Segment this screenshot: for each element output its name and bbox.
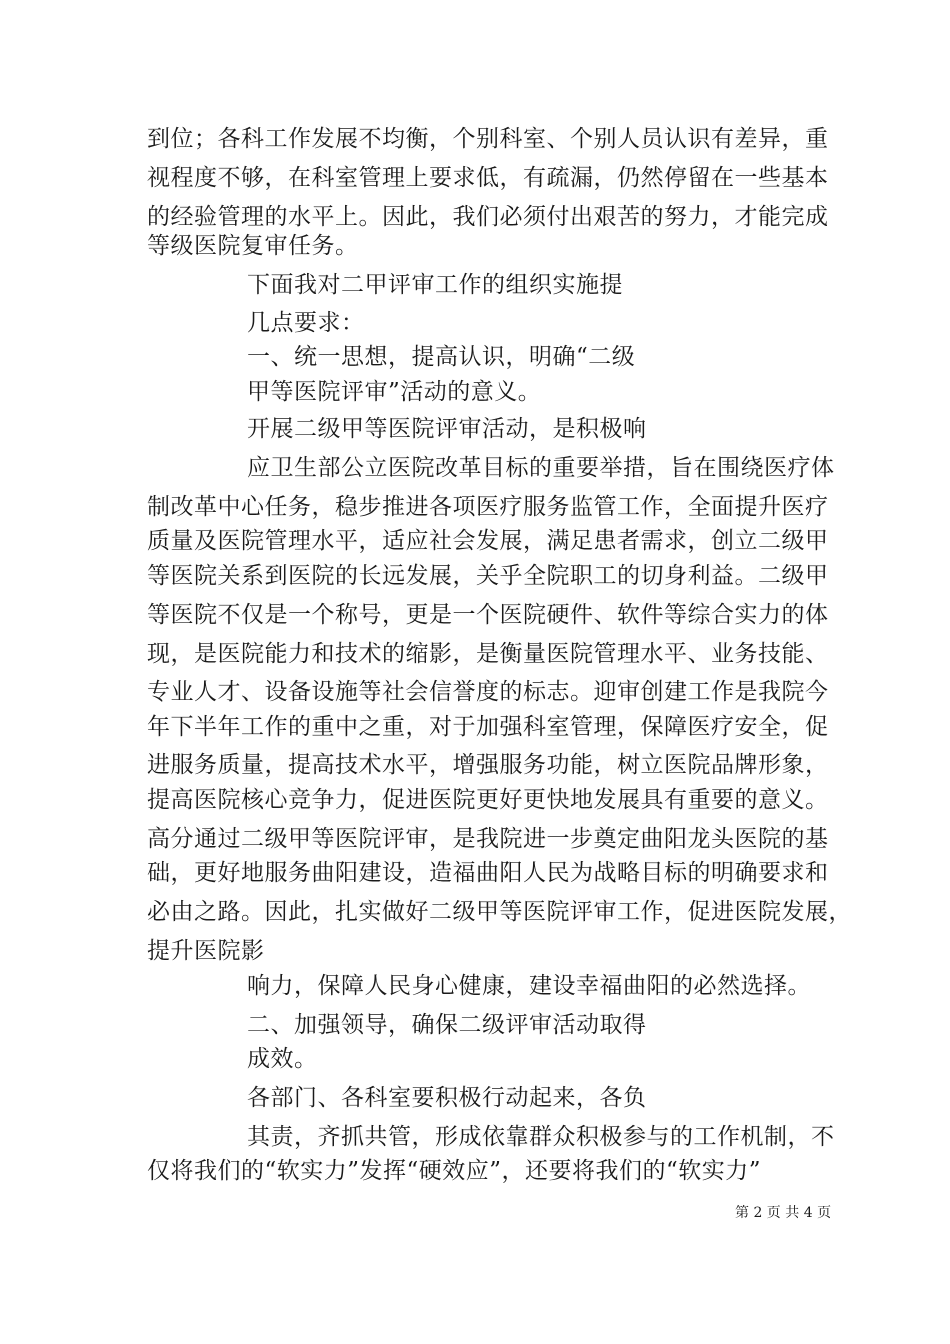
text-line: 甲等医院评审”活动的意义。 <box>247 379 542 405</box>
text-line: 制改革中心任务，稳步推进各项医疗服务监管工作，全面提升医疗 <box>147 494 829 520</box>
text-line: 各部门、各科室要积极行动起来，各负 <box>247 1085 647 1111</box>
text-line: 等医院不仅是一个称号，更是一个医院硬件、软件等综合实力的体 <box>147 602 829 628</box>
text-line: 专业人才、设备设施等社会信誉度的标志。迎审创建工作是我院今 <box>147 679 829 705</box>
text-line: 成效。 <box>247 1046 318 1072</box>
text-line: 提升医院影 <box>147 938 265 964</box>
text-line: 应卫生部公立医院改革目标的重要举措，旨在围绕医疗体 <box>247 455 835 481</box>
text-line: 二、加强领导，确保二级评审活动取得 <box>247 1012 647 1038</box>
text-line: 几点要求： <box>247 310 365 336</box>
text-line: 必由之路。因此，扎实做好二级甲等医院评审工作，促进医院发展， <box>147 899 852 925</box>
text-line: 年下半年工作的重中之重，对于加强科室管理，保障医疗安全，促 <box>147 714 829 740</box>
text-line: 现，是医院能力和技术的缩影，是衡量医院管理水平、业务技能、 <box>147 641 829 667</box>
text-line: 提高医院核心竞争力，促进医院更好更快地发展具有重要的意义。 <box>147 787 829 813</box>
text-line: 础，更好地服务曲阳建设，造福曲阳人民为战略目标的明确要求和 <box>147 860 829 886</box>
text-line: 视程度不够，在科室管理上要求低，有疏漏，仍然停留在一些基本 <box>147 165 829 191</box>
text-line: 其责，齐抓共管，形成依靠群众积极参与的工作机制，不 <box>247 1124 835 1150</box>
text-line: 一、统一思想，提高认识，明确“二级 <box>247 344 636 370</box>
text-line: 下面我对二甲评审工作的组织实施提 <box>247 272 623 298</box>
text-line: 响力，保障人民身心健康，建设幸福曲阳的必然选择。 <box>247 973 811 999</box>
page-number-footer: 第 2 页 共 4 页 <box>735 1205 832 1221</box>
text-line: 质量及医院管理水平，适应社会发展，满足患者需求，创立二级甲 <box>147 528 829 554</box>
text-line: 等医院关系到医院的长远发展，关乎全院职工的切身利益。二级甲 <box>147 563 829 589</box>
text-line: 的经验管理的水平上。因此，我们必须付出艰苦的努力，才能完成 <box>147 204 829 230</box>
text-line: 开展二级甲等医院评审活动，是积极响 <box>247 416 647 442</box>
text-line: 高分通过二级甲等医院评审，是我院进一步奠定曲阳龙头医院的基 <box>147 826 829 852</box>
text-line: 等级医院复审任务。 <box>147 233 359 259</box>
text-line: 进服务质量，提高技术水平，增强服务功能，树立医院品牌形象， <box>147 752 829 778</box>
text-line: 仅将我们的“软实力”发挥“硬效应”，还要将我们的“软实力” <box>147 1158 762 1184</box>
text-line: 到位；各科工作发展不均衡，个别科室、个别人员认识有差异，重 <box>147 126 829 152</box>
